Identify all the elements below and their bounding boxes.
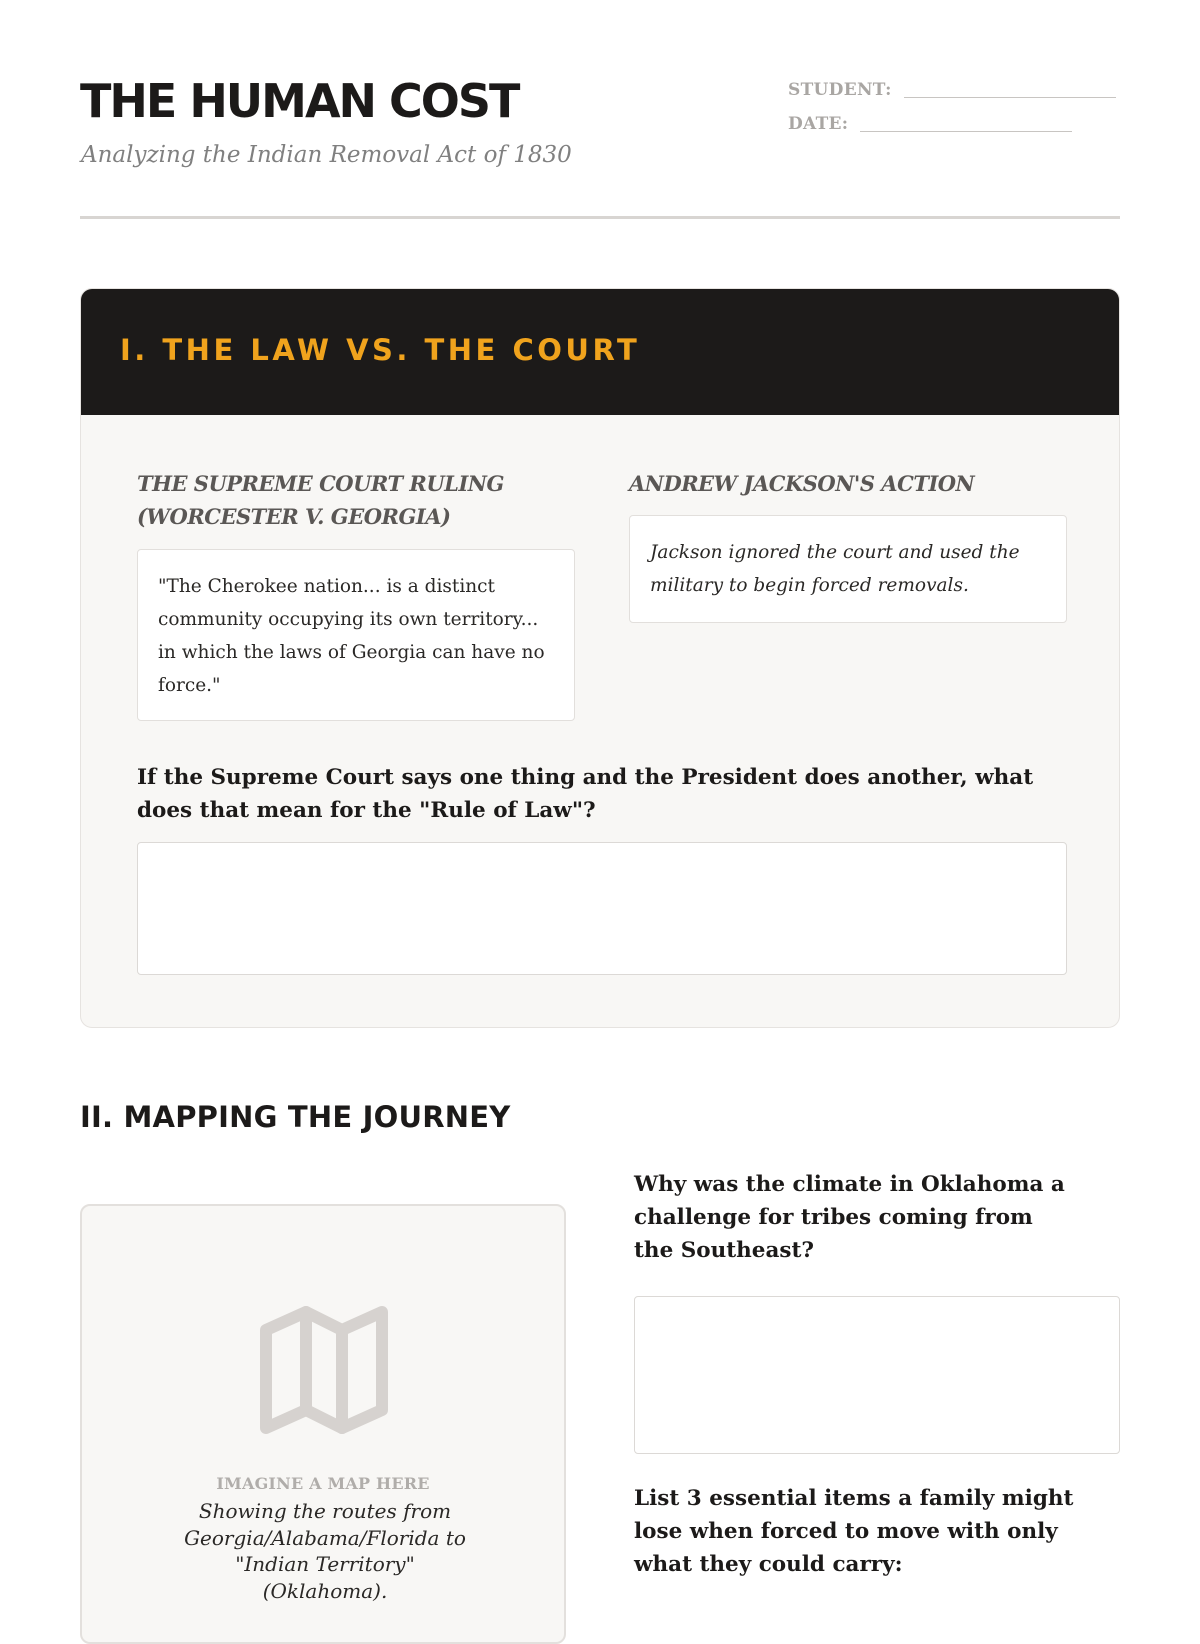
section-mapping-title: II. MAPPING THE JOURNEY <box>80 1100 511 1134</box>
map-icon <box>256 1302 392 1438</box>
map-label: IMAGINE A MAP HERE <box>216 1474 430 1493</box>
ruling-heading: THE SUPREME COURT RULING (WORCESTER V. GEORGIA) <box>137 471 504 529</box>
map-placeholder <box>80 1204 566 1644</box>
section-law-vs-court <box>80 288 1120 1028</box>
student-name-line[interactable] <box>904 96 1116 98</box>
jackson-action-box <box>629 515 1067 623</box>
ruling-quote: "The Cherokee nation... is a distinct community occupying its own territory... in which the laws of Georgia can have no force." <box>158 576 545 696</box>
page-subtitle: Analyzing the Indian Removal Act of 1830 <box>81 142 572 168</box>
student-field <box>788 80 1116 100</box>
page-title: THE HUMAN COST <box>80 74 519 128</box>
date-line[interactable] <box>860 130 1072 132</box>
items-question: List 3 essential items a family might lose when forced to move with only what they could carry: <box>634 1486 1074 1577</box>
header-divider <box>80 216 1120 219</box>
section-title: I. THE LAW VS. THE COURT <box>120 333 641 367</box>
map-caption: Showing the routes from Georgia/Alabama/Florida to "Indian Territory" (Oklahoma). <box>184 1499 466 1603</box>
rule-of-law-answer-box[interactable] <box>137 842 1067 975</box>
rule-of-law-question: If the Supreme Court says one thing and the President does another, what does that mean for the "Rule of Law"? <box>137 765 1034 823</box>
jackson-heading: ANDREW JACKSON'S ACTION <box>629 471 975 496</box>
jackson-action-text: Jackson ignored the court and used the military to begin forced removals. <box>650 542 1020 596</box>
climate-question: Why was the climate in Oklahoma a challenge for tribes coming from the Southeast? <box>634 1172 1065 1263</box>
date-field <box>788 114 1072 134</box>
section-header <box>81 289 1119 415</box>
ruling-quote-box <box>137 549 575 721</box>
date-label: DATE: <box>788 114 849 134</box>
climate-answer-box[interactable] <box>634 1296 1120 1454</box>
student-label: STUDENT: <box>788 80 892 100</box>
